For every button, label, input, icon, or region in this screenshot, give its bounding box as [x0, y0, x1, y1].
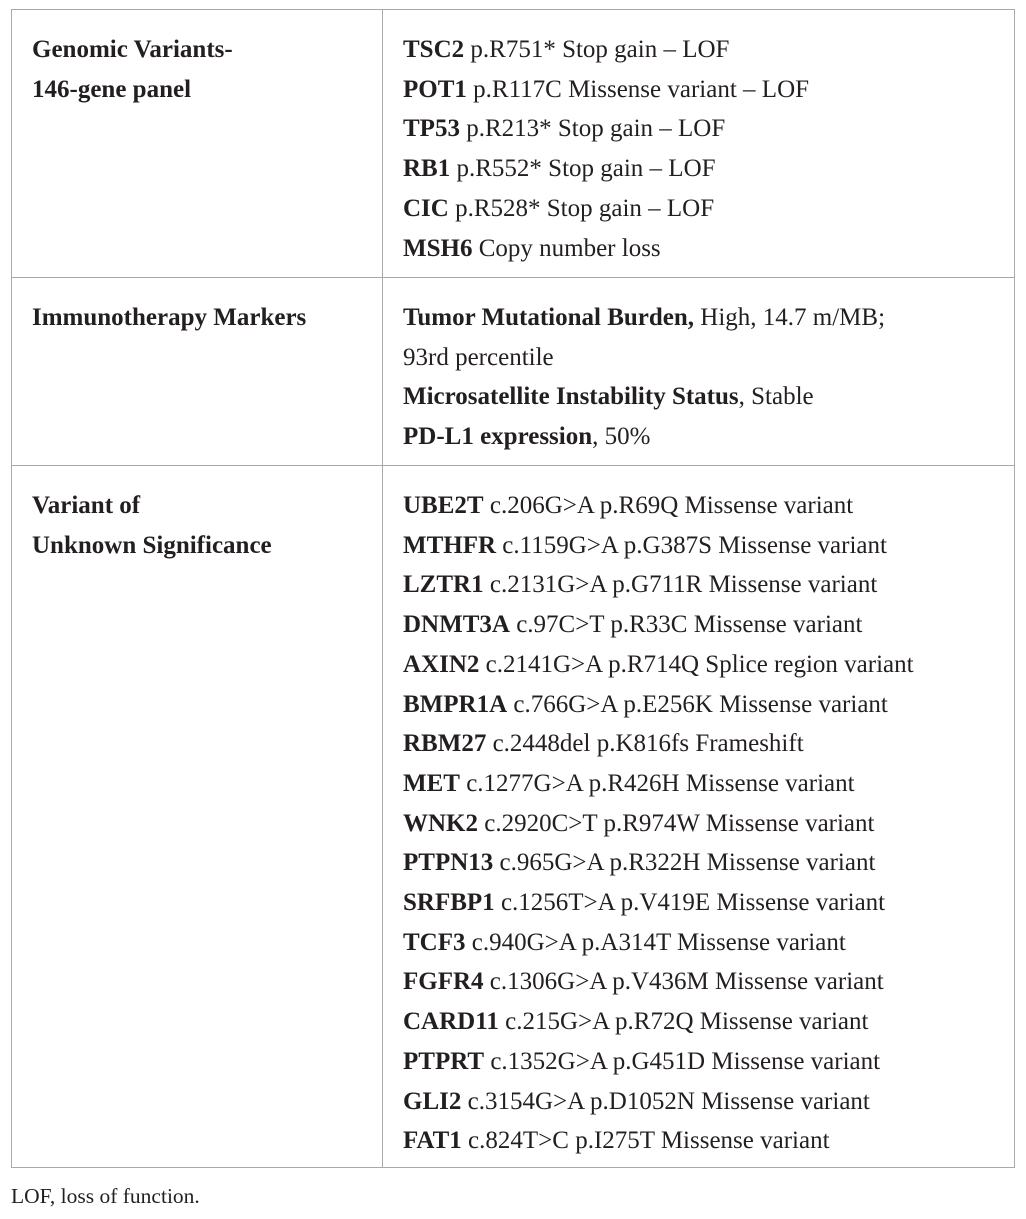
- entry-name: BMPR1A: [403, 690, 508, 718]
- variant-entry: [403, 229, 1009, 269]
- variant-entry: [403, 764, 1009, 804]
- row-label-cell: [32, 486, 362, 565]
- variants-table: [11, 9, 1015, 1168]
- entry-name: Tumor Mutational Burden,: [403, 304, 695, 331]
- entry-name: POT1: [403, 75, 467, 103]
- entry-name: MTHFR: [403, 531, 497, 559]
- entry-name: RB1: [403, 155, 451, 183]
- entry-detail: c.1277G>A p.R426H Missense variant: [459, 769, 855, 797]
- row-label-line: Immunotherapy Markers: [32, 304, 307, 331]
- variant-entry: [403, 109, 1009, 149]
- entry-detail: c.206G>A p.R69Q Missense variant: [483, 492, 854, 519]
- entry-detail: p.R552* Stop gain – LOF: [450, 155, 716, 183]
- row-label-line: 146-gene panel: [32, 75, 192, 103]
- variant-entry: [403, 685, 1009, 725]
- variant-entry: [403, 1121, 1009, 1161]
- variant-entry: [403, 149, 1009, 189]
- column-divider: [382, 10, 383, 277]
- entry-name: PD-L1 expression: [403, 423, 593, 451]
- entry-name: MSH6: [403, 234, 473, 262]
- entry-detail: , Stable: [738, 383, 814, 411]
- entry-detail: c.1159G>A p.G387S Missense variant: [496, 531, 887, 559]
- entry-name: UBE2T: [403, 492, 484, 519]
- variant-entry: [403, 298, 1009, 338]
- entry-detail: p.R213* Stop gain – LOF: [459, 115, 726, 143]
- entry-detail: c.215G>A p.R72Q Missense variant: [498, 1008, 869, 1036]
- row-label-line: Unknown Significance: [32, 531, 272, 559]
- entry-name: FAT1: [403, 1127, 462, 1155]
- entry-detail: c.2448del p.K816fs Frameshift: [486, 730, 804, 758]
- variant-entry: [403, 843, 1009, 883]
- entry-name: GLI2: [403, 1087, 462, 1115]
- entry-detail: c.1352G>A p.G451D Missense variant: [484, 1047, 881, 1075]
- entry-name: Microsatellite Instability Status: [403, 383, 739, 411]
- row-values-cell: [403, 30, 1009, 268]
- entry-name: DNMT3A: [403, 611, 510, 639]
- entry-name: PTPRT: [403, 1047, 485, 1075]
- table-footnote: LOF, loss of function.: [11, 1184, 200, 1208]
- entry-name: FGFR4: [403, 968, 484, 996]
- entry-detail: c.2920C>T p.R974W Missense variant: [478, 809, 875, 837]
- entry-name: CIC: [403, 194, 449, 222]
- variant-entry: [403, 724, 1009, 764]
- row-label-cell: [32, 298, 362, 338]
- variant-entry: [403, 486, 1009, 526]
- variant-entry: [403, 1002, 1009, 1042]
- variant-entry: [403, 883, 1009, 923]
- column-divider: [382, 466, 383, 1168]
- entry-detail: c.940G>A p.A314T Missense variant: [465, 928, 846, 956]
- table-row-genomic-variants: [12, 10, 1014, 277]
- entry-detail: c.965G>A p.R322H Missense variant: [493, 849, 876, 877]
- entry-detail: p.R751* Stop gain – LOF: [464, 36, 730, 63]
- variant-entry: [403, 645, 1009, 685]
- variant-entry: [403, 962, 1009, 1002]
- entry-detail: Copy number loss: [472, 234, 661, 262]
- entry-name: CARD11: [403, 1008, 499, 1036]
- entry-name: TCF3: [403, 928, 466, 956]
- entry-detail: c.1306G>A p.V436M Missense variant: [483, 968, 884, 996]
- entry-detail: c.824T>C p.I275T Missense variant: [461, 1127, 830, 1155]
- entry-name: PTPN13: [403, 849, 494, 877]
- entry-detail: p.R528* Stop gain – LOF: [448, 194, 715, 222]
- variant-entry: [403, 377, 1009, 417]
- row-label-cell: [32, 30, 362, 109]
- variant-entry: [403, 70, 1009, 110]
- entry-detail: c.97C>T p.R33C Missense variant: [509, 611, 863, 639]
- variant-entry: [403, 923, 1009, 963]
- variant-entry: [403, 1042, 1009, 1082]
- variant-entry: [403, 605, 1009, 645]
- entry-detail: 93rd percentile: [403, 343, 554, 371]
- entry-detail: c.2131G>A p.G711R Missense variant: [483, 571, 878, 599]
- entry-detail: p.R117C Missense variant – LOF: [466, 75, 810, 103]
- variant-entry: [403, 1082, 1009, 1122]
- entry-detail: , 50%: [592, 423, 651, 451]
- entry-name: TP53: [403, 115, 460, 143]
- column-divider: [382, 278, 383, 465]
- variant-entry: [403, 338, 1009, 378]
- entry-detail: c.2141G>A p.R714Q Splice region variant: [479, 650, 914, 678]
- variant-entry: [403, 30, 1009, 70]
- variant-entry: [403, 526, 1009, 566]
- row-label-line: Genomic Variants-: [32, 36, 233, 63]
- entry-name: MET: [403, 769, 460, 797]
- entry-detail: High, 14.7 m/MB;: [694, 304, 886, 331]
- table-row-unknown-significance: [12, 465, 1014, 1168]
- variant-entry: [403, 189, 1009, 229]
- entry-name: LZTR1: [403, 571, 484, 599]
- variant-entry: [403, 417, 1009, 457]
- row-label-line: Variant of: [32, 492, 141, 519]
- entry-name: WNK2: [403, 809, 478, 837]
- variant-entry: [403, 804, 1009, 844]
- entry-detail: c.1256T>A p.V419E Missense variant: [494, 889, 886, 917]
- entry-detail: c.766G>A p.E256K Missense variant: [507, 690, 888, 718]
- row-values-cell: [403, 486, 1009, 1161]
- variant-entry: [403, 565, 1009, 605]
- table-row-immunotherapy-markers: [12, 277, 1014, 465]
- entry-detail: c.3154G>A p.D1052N Missense variant: [461, 1087, 870, 1115]
- entry-name: TSC2: [403, 36, 465, 63]
- row-values-cell: [403, 298, 1009, 457]
- entry-name: RBM27: [403, 730, 487, 758]
- entry-name: AXIN2: [403, 650, 480, 678]
- entry-name: SRFBP1: [403, 889, 495, 917]
